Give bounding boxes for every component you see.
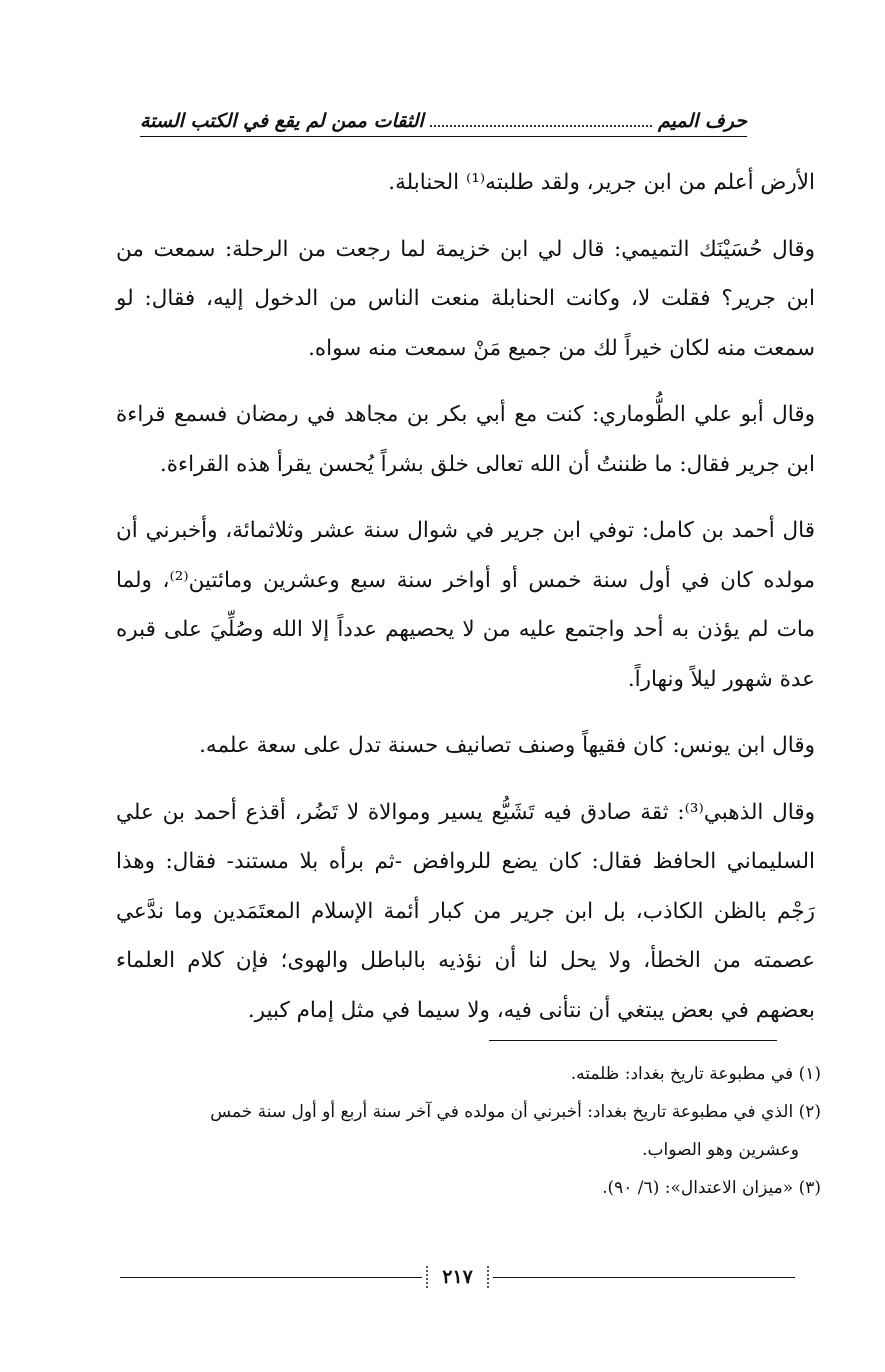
running-header (140, 100, 747, 137)
header-dot-leader (430, 125, 652, 127)
footer-rule-right (493, 1277, 795, 1278)
paragraph: وقال ابن يونس: كان فقيهاً وصنف تصانيف حسنة تدل على سعة علمه. (199, 733, 815, 758)
paragraph: وقال حُسَيْنَك التميمي: قال لي ابن خزيمة لما رجعت من الرحلة: سمعت من ابن جرير؟ فقلت لا، وكانت الحنابلة منعت الناس من الدخول إليه، فقال: لو سمعت منه لكان خيراً لك من جميع مَنْ سمعت منه سواه. (116, 236, 815, 361)
paragraph: وقال أبو علي الطُّوماري: كنت مع أبي بكر بن مجاهد في رمضان فسمع قراءة ابن جرير فقال: ما ظننتُ أن الله تعالى خلق بشراً يُحسن يقرأ هذه القراءة. (116, 402, 815, 477)
main-text (116, 158, 815, 1052)
page-number: ٢١٧ (426, 1266, 489, 1288)
footer-rule-left (120, 1277, 422, 1278)
footnote-separator (489, 1040, 777, 1041)
paragraph: قال أحمد بن كامل: توفي ابن جرير في شوال سنة عشر وثلاثمائة، وأخبرني أن مولده كان في أول سنة خمس أو أواخر سنة سبع وعشرين ومائتين⁽²⁾، ولما مات لم يؤذن به أحد واجتمع عليه من لا يحصيهم عدداً إلا الله وصُلِّيَ على قبره عدة شهور ليلاً ونهاراً. (116, 518, 815, 692)
header-chapter: حرف الميم (658, 110, 747, 132)
paragraph: الأرض أعلم من ابن جرير، ولقد طلبته⁽¹⁾ الحنابلة. (388, 170, 815, 195)
header-section-title: الثقات ممن لم يقع في الكتب الستة (140, 110, 424, 132)
footnote: (١) في مطبوعة تاريخ بغداد: ظلمته. (570, 1064, 821, 1084)
paragraph: وقال الذهبي⁽³⁾: ثقة صادق فيه تَشَيُّع يسير وموالاة لا تَضُر، أقذع أحمد بن علي السليماني الحافظ فقال: كان يضع للروافض -ثم برأه بلا مستند- فقال: وهذا رَجْم بالظن الكاذب، بل ابن جرير من كبار أئمة الإسلام المعتَمَدين وما ندَّعي عصمته من الخطأ، ولا يحل لنا أن نؤذيه بالباطل والهوى؛ فإن كلام العلماء بعضهم في بعض يبتغي أن نتأنى فيه، ولا سيما في مثل إمام كبير. (116, 799, 815, 1023)
page-footer (120, 1262, 795, 1292)
footnotes (130, 1055, 821, 1207)
footnote: (٢) الذي في مطبوعة تاريخ بغداد: أخبرني أن مولده في آخر سنة أربع أو أول سنة خمس (210, 1102, 821, 1122)
footnote-continuation: وعشرين وهو الصواب. (642, 1140, 799, 1160)
footnote: (٣) «ميزان الاعتدال»: (٦/ ٩٠). (602, 1178, 821, 1198)
